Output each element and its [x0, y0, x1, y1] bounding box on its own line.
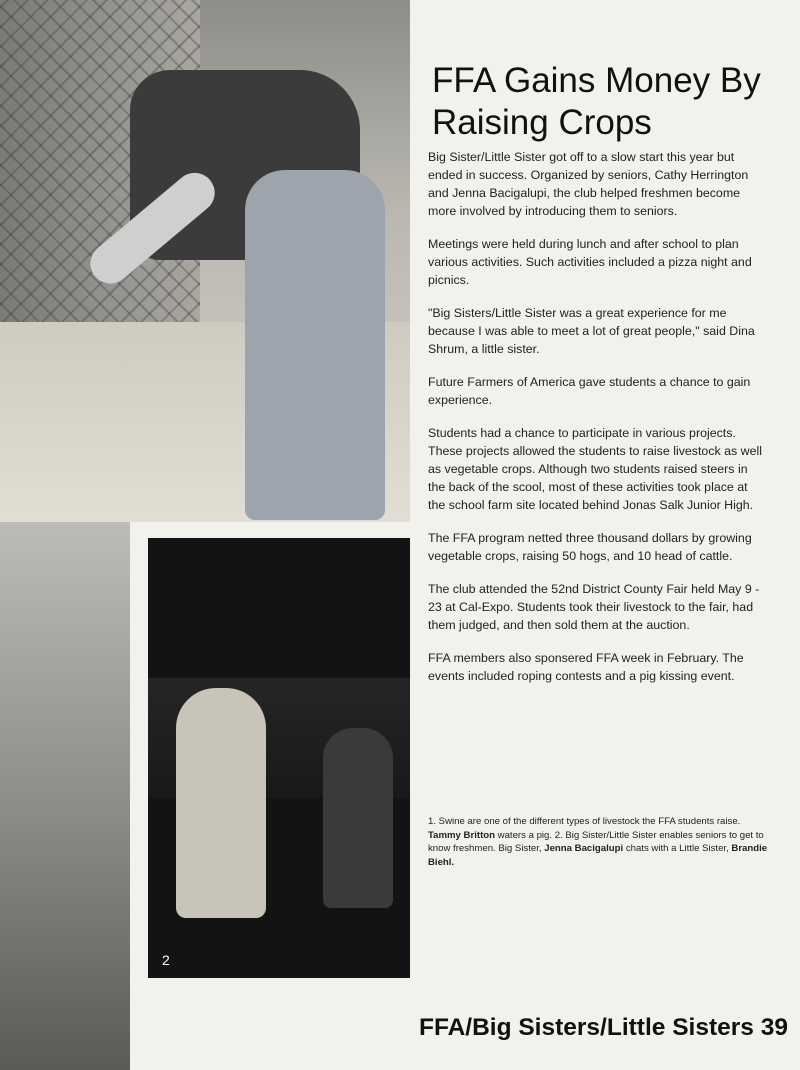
caption-text: chats with a Little Sister,: [623, 843, 732, 854]
photo-big-little-sisters: [148, 538, 410, 978]
paragraph: The club attended the 52nd District County Fair held May 9 - 23 at Cal-Expo. Students took their livestock to the fair, had them judged, and then sold them at the auction.: [428, 582, 760, 632]
page-footer: [419, 1014, 788, 1042]
paragraph: Students had a chance to participate in various projects. These projects allowed the students to raise livestock as well as vegetable crops. Although two students raised steers in the back of the scool, most of these activities took place at the school farm site located behind Jonas Salk Junior High.: [428, 426, 763, 512]
section-title: FFA/Big Sisters/Little Sisters: [418, 1014, 754, 1041]
page-number: 39: [760, 1014, 788, 1041]
caption-name: Brandie Biehl.: [428, 843, 768, 868]
article-body: [428, 148, 768, 700]
big-sister-figure: [176, 688, 266, 918]
photo-number: 2: [162, 952, 170, 968]
paragraph: The FFA program netted three thousand dollars by growing vegetable crops, raising 50 hogs, and 10 head of cattle.: [428, 531, 752, 563]
paragraph: FFA members also sponsered FFA week in February. The events included roping contests and a pig kissing event.: [428, 651, 744, 683]
paragraph: Big Sister/Little Sister got off to a slow start this year but ended in success. Organized by seniors, Cathy Herrington and Jenna Bacigalupi, the club helped freshmen become more involved by introducing them to seniors.: [428, 150, 749, 218]
paragraph: "Big Sisters/Little Sister was a great experience for me because I was able to meet a lot of great people," said Dina Shrum, a little sister.: [428, 306, 755, 356]
student-jeans: [245, 170, 385, 520]
paragraph: Future Farmers of America gave students a chance to gain experience.: [428, 375, 751, 407]
headline: FFA Gains Money By Raising Crops: [432, 61, 761, 142]
photo-student-watering-pig: [0, 0, 410, 522]
little-sister-figure: [323, 728, 393, 908]
caption-text: 1. Swine are one of the different types of livestock the FFA students raise.: [428, 816, 741, 827]
photo-caption: [428, 815, 768, 869]
paragraph: Meetings were held during lunch and after school to plan various activities. Such activities included a pizza night and picnics.: [428, 237, 752, 287]
caption-name: Jenna Bacigalupi: [544, 843, 624, 854]
caption-text: waters a pig. 2. Big Sister/Little Sister enables seniors to get to know freshmen. Big Sister,: [428, 829, 764, 854]
photo-farm-background: [0, 522, 130, 1070]
caption-name: Tammy Britton: [428, 829, 495, 841]
